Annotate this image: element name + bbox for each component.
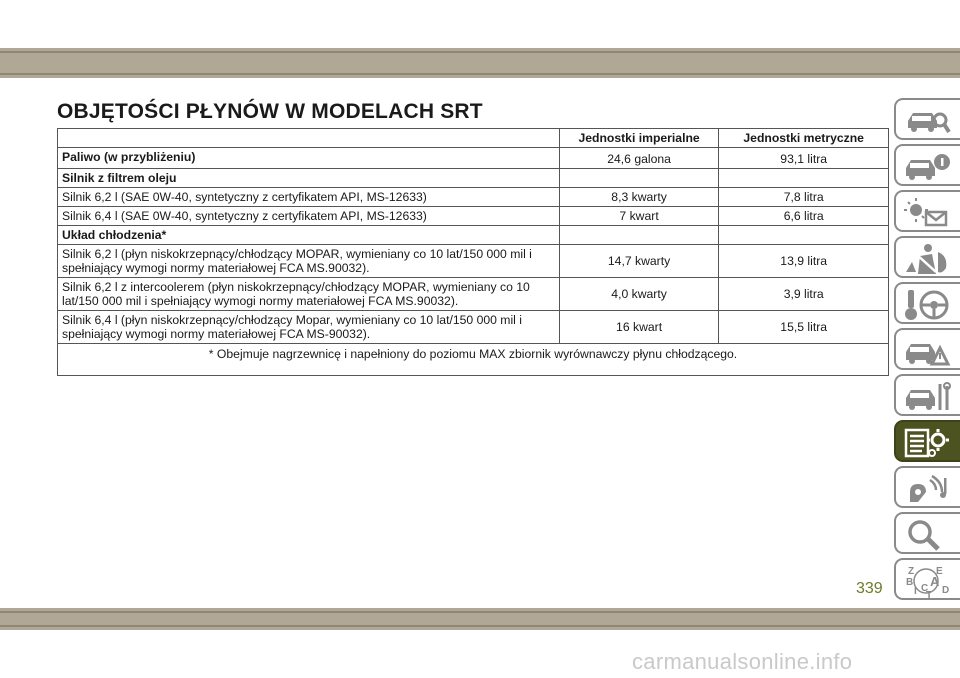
- footnote-row: [58, 344, 889, 376]
- tab-technical-specifications[interactable]: [894, 420, 960, 462]
- table-row: [58, 278, 889, 311]
- car-inspection-icon: [902, 104, 952, 138]
- imperial-value: 8,3 kwarty: [559, 188, 719, 207]
- footnote: * Obejmuje nagrzewnicę i napełniony do poziomu MAX zbiornik wyrównawczy płynu chłodzącego.: [58, 344, 889, 376]
- index-letter: Z: [908, 566, 915, 577]
- table-row: [58, 148, 889, 169]
- tab-starting-operating[interactable]: [894, 282, 960, 324]
- table-row: [58, 207, 889, 226]
- seatbelt-airbag-icon: [902, 242, 952, 276]
- imperial-value: 4,0 kwarty: [559, 278, 719, 311]
- page-title: OBJĘTOŚCI PŁYNÓW W MODELACH SRT: [57, 100, 483, 123]
- imperial-value: 16 kwart: [559, 311, 719, 344]
- bottom-band: [0, 608, 960, 630]
- section-label: Układ chłodzenia*: [58, 226, 560, 245]
- tab-safety[interactable]: [894, 236, 960, 278]
- row-label: Silnik 6,4 l (SAE 0W-40, syntetyczny z certyfikatem API, MS-12633): [58, 207, 560, 226]
- row-label: Silnik 6,2 l z intercoolerem (płyn niskokrzepnący/chłodzący MOPAR, wymieniany co 10 lat/150 000 mil i spełniający wymogi normy materiałowej FCA MS.90032).: [58, 278, 560, 311]
- tab-car-inspection[interactable]: [894, 98, 960, 140]
- watermark: carmanualsonline.info: [632, 649, 853, 674]
- row-label: Silnik 6,4 l (płyn niskokrzepnący/chłodzący Mopar, wymieniany co 10 lat/150 000 mil i spełniający wymogi normy materiałowej FCA MS-90032).: [58, 311, 560, 344]
- table-row: [58, 226, 889, 245]
- column-header-imperial: Jednostki imperialne: [559, 129, 719, 148]
- table-row: [58, 169, 889, 188]
- table-header-row: [58, 129, 889, 148]
- tab-index-search[interactable]: [894, 512, 960, 554]
- car-info-icon: [902, 150, 952, 184]
- car-service-tools-icon: [902, 380, 952, 414]
- metric-value: 13,9 litra: [719, 245, 889, 278]
- row-label: Silnik 6,2 l (SAE 0W-40, syntetyczny z certyfikatem API, MS-12633): [58, 188, 560, 207]
- page-number: 339: [856, 580, 883, 597]
- index-letter: B: [906, 577, 914, 588]
- warning-lights-message-icon: [902, 196, 952, 230]
- index-letter: A: [930, 574, 940, 589]
- metric-value: [719, 226, 889, 245]
- imperial-value: [559, 226, 719, 245]
- tab-servicing[interactable]: [894, 374, 960, 416]
- imperial-value: 14,7 kwarty: [559, 245, 719, 278]
- column-header-description: [58, 129, 560, 148]
- tab-alphabetical-index[interactable]: [894, 558, 960, 600]
- imperial-value: 7 kwart: [559, 207, 719, 226]
- table-row: [58, 188, 889, 207]
- top-band: [0, 48, 960, 78]
- metric-value: 15,5 litra: [719, 311, 889, 344]
- index-search-icon: [902, 518, 952, 552]
- car-hazard-icon: [902, 334, 952, 368]
- metric-value: 7,8 litra: [719, 188, 889, 207]
- metric-value: 3,9 litra: [719, 278, 889, 311]
- row-label: Paliwo (w przybliżeniu): [58, 148, 560, 169]
- index-letter: T: [926, 590, 933, 598]
- specifications-gear-icon: [902, 426, 952, 460]
- metric-value: 6,6 litra: [719, 207, 889, 226]
- table-row: [58, 311, 889, 344]
- index-letter: D: [942, 585, 950, 596]
- index-letter: E: [936, 566, 943, 577]
- index-letter: I: [914, 586, 917, 597]
- fluid-capacities-table: [57, 128, 889, 376]
- index-letter: C: [921, 583, 929, 594]
- metric-value: 93,1 litra: [719, 148, 889, 169]
- section-label: Silnik z filtrem oleju: [58, 169, 560, 188]
- imperial-value: 24,6 galona: [559, 148, 719, 169]
- tab-car-info[interactable]: [894, 144, 960, 186]
- tab-warning-lights[interactable]: [894, 190, 960, 232]
- row-label: Silnik 6,2 l (płyn niskokrzepnący/chłodzący MOPAR, wymieniany co 10 lat/150 000 mil i spełniający wymogi normy materiałowej FCA MS.90032).: [58, 245, 560, 278]
- column-header-metric: Jednostki metryczne: [719, 129, 889, 148]
- tab-emergency[interactable]: [894, 328, 960, 370]
- imperial-value: [559, 169, 719, 188]
- key-steering-wheel-icon: [902, 288, 952, 322]
- alphabetical-index-icon: [902, 564, 952, 598]
- tab-multimedia[interactable]: [894, 466, 960, 508]
- table-row: [58, 245, 889, 278]
- metric-value: [719, 169, 889, 188]
- multimedia-icon: [902, 472, 952, 506]
